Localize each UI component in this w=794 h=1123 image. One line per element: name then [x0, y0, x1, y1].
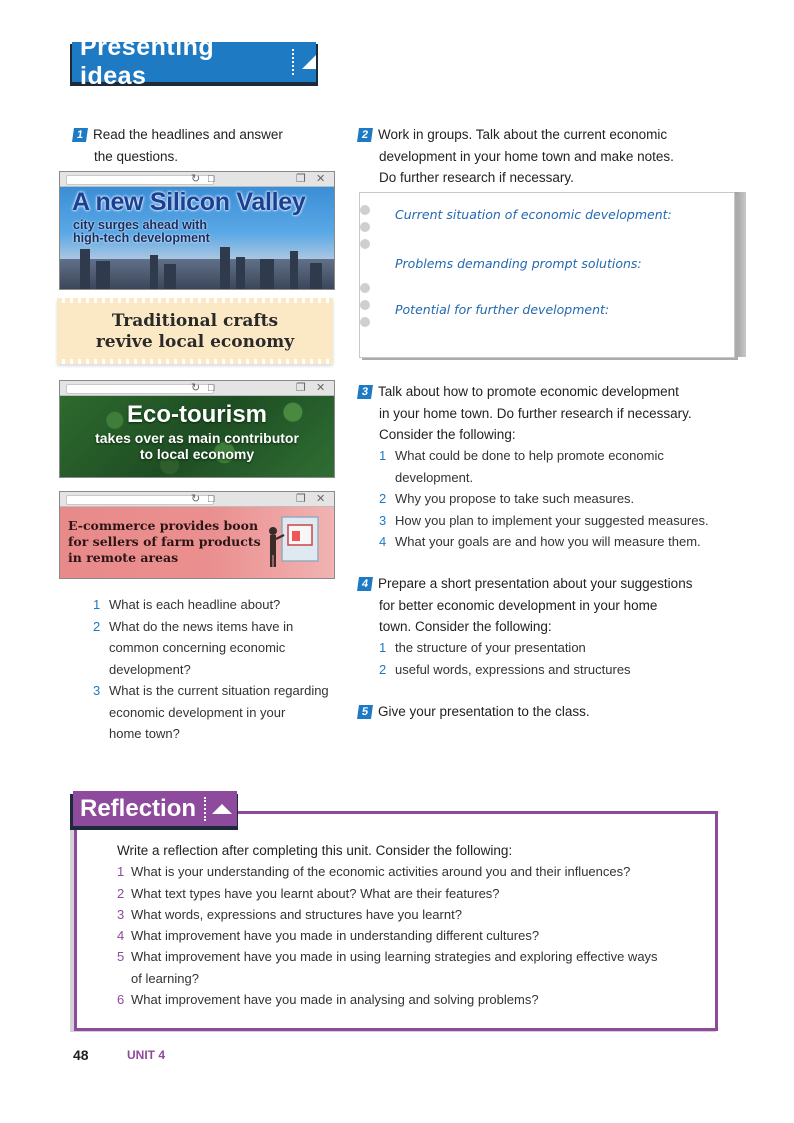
section-header: [72, 33, 316, 90]
list-item: 5 What improvement have you made in using learning strategies and exploring effective ways of learning?: [117, 949, 658, 986]
reflection-list: [117, 840, 707, 1010]
list-item: 1 What is each headline about?: [93, 597, 281, 612]
list-item: 2 useful words, expressions and structures: [379, 661, 631, 677]
note-current-situation: Current situation of economic development:: [395, 207, 672, 222]
headline-card-silicon-valley: [59, 171, 335, 290]
binder-hole: [360, 205, 370, 215]
restore-window-icon: ❐: [296, 382, 306, 394]
list-item: 3 What words, expressions and structures have you learnt?: [117, 906, 462, 922]
triangle-up-icon: [212, 804, 232, 814]
shopper-screen-illustration: [264, 511, 324, 571]
note-potential: Potential for further development:: [395, 302, 610, 317]
list-item: 6 What improvement have you made in analysing and solving problems?: [117, 992, 539, 1008]
task-1-line-1: Read the headlines and answer: [93, 127, 283, 142]
task-4: 4 Prepare a short presentation about your suggestions for better economic development in your home town. Consider the following:: [358, 573, 738, 638]
task-1-line-2: the questions.: [94, 148, 179, 164]
close-icon: ✕: [316, 173, 326, 185]
notepad-edge: [734, 192, 746, 357]
headline-title: A new Silicon Valley: [72, 188, 306, 216]
browser-bar: [60, 381, 334, 396]
task-number-badge: 3: [357, 385, 373, 399]
new-tab-icon: □: [208, 493, 215, 505]
reflection-header: [73, 791, 237, 826]
task-2: 2 Work in groups. Talk about the current economic development in your home town and make notes. Do further research if necessary.: [358, 124, 738, 189]
list-item: 4 What improvement have you made in understanding different cultures?: [117, 928, 540, 944]
restore-window-icon: ❐: [296, 493, 306, 505]
list-item: 1 What is your understanding of the economic activities around you and their influences?: [117, 864, 631, 880]
task-1-questions: [93, 594, 343, 745]
list-item: 3 How you plan to implement your suggested measures.: [379, 512, 709, 528]
headline-image-forest: [60, 396, 334, 477]
headline-title: Eco-tourism: [126, 401, 267, 428]
task-3-items: [379, 445, 729, 553]
task-number-badge: 4: [357, 577, 373, 591]
restore-window-icon: ❐: [296, 173, 306, 185]
list-item: 4 What your goals are and how you will measure them.: [379, 534, 701, 549]
task-1: [73, 124, 343, 167]
headline-card-traditional-crafts: [57, 298, 333, 364]
refresh-icon: ↻: [191, 173, 201, 185]
binder-hole: [360, 300, 370, 310]
task-3: 3 Talk about how to promote economic development in your home town. Do further research if necessary. Consider the following:: [358, 381, 738, 446]
headline-title: Traditional crafts revive local economy: [95, 311, 295, 352]
headline-card-e-commerce: [59, 491, 335, 579]
new-tab-icon: □: [208, 382, 215, 394]
headline-card-eco-tourism: [59, 380, 335, 478]
binder-hole: [360, 222, 370, 232]
binder-hole: [360, 239, 370, 249]
task-number-badge: 5: [357, 705, 373, 719]
list-item: 1 What could be done to help promote economic development.: [379, 448, 664, 485]
close-icon: ✕: [316, 493, 326, 505]
browser-bar: [60, 492, 334, 507]
refresh-icon: ↻: [191, 382, 201, 394]
note-problems: Problems demanding prompt solutions:: [395, 256, 642, 271]
header-divider: [204, 797, 206, 821]
list-item: 1 the structure of your presentation: [379, 640, 586, 655]
refresh-icon: ↻: [191, 493, 201, 505]
reflection-intro: Write a reflection after completing this unit. Consider the following:: [117, 843, 513, 858]
unit-label: UNIT 4: [127, 1048, 166, 1062]
header-divider: [292, 49, 294, 75]
new-tab-icon: □: [208, 173, 215, 185]
task-5: 5 Give your presentation to the class.: [358, 701, 738, 723]
task-4-items: [379, 637, 729, 680]
reflection-title: Reflection: [80, 794, 197, 822]
task-number-badge: 2: [357, 128, 373, 142]
list-item: 2 What text types have you learnt about? What are their features?: [117, 885, 500, 901]
browser-bar: [60, 172, 334, 187]
binder-hole: [360, 283, 370, 293]
list-item: 3 What is the current situation regarding economic development in your home town?: [93, 683, 329, 741]
headline-title: E-commerce provides boon for sellers of farm products in remote areas: [68, 518, 261, 565]
headline-subtitle: takes over as main contributor to local economy: [95, 430, 299, 462]
close-icon: ✕: [316, 382, 326, 394]
task-number-badge: 1: [72, 128, 88, 142]
list-item: 2 Why you propose to take such measures.: [379, 491, 635, 506]
page-number: 48: [73, 1047, 89, 1063]
headline-subtitle: city surges ahead with high-tech development: [73, 218, 210, 245]
binder-hole: [360, 317, 370, 327]
headline-image-city: [60, 187, 334, 289]
list-item: 2 What do the news items have in common concerning economic development?: [93, 618, 294, 677]
corner-triangle-icon: [302, 55, 316, 69]
section-title: Presenting ideas: [80, 33, 215, 90]
headline-image-online-shop: [60, 507, 334, 578]
